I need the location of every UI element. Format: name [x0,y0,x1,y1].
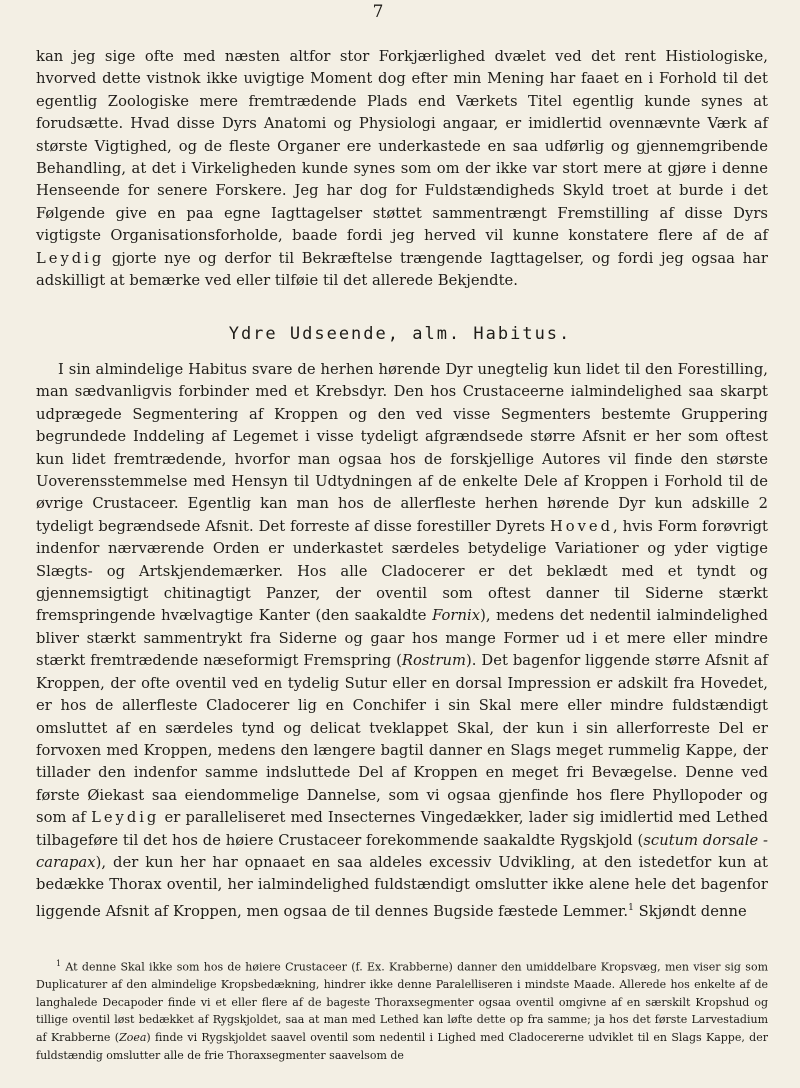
page-number: 7 [372,2,384,22]
footnote-text-b: ) finde vi Rygskjoldet saavel oventil som nedentil i Lighed med Cladocererne udviklet til en Slags Kappe, der fuldstændig omslutter alle de frie Thoraxsegmenter saavelsom de [36,1031,768,1062]
author-leydig-2: Leydig [91,809,160,827]
author-leydig: Leydig [36,249,105,267]
paragraph-intro-text: kan jeg sige ofte med næsten altfor stor Forkjærlighed dvælet ved det rent Histiologiske, hvorved dette vistnok ikke uvigtige Moment dog efter min Mening har faaet en i Forhold til det egentlig Zoologiske mere fremtrædende Plads end Værkets Titel egentlig kunde synes at forudsætte. Hvad disse Dyrs Anatomi og Physiologi angaar, er imidlertid ovennævnte Værk af største Vigtighed, og de fleste Organer ere underkastede en saa udførlig og gjennemgribende Behandling, at det i Virkeligheden kunde synes som om der ikke var stort mere at gjøre i denne Henseende for senere Forskere. Jeg har dog for Fuldstændigheds Skyld troet at burde i det Følgende give en paa egne Iagttagelser støttet sammentrængt Fremstilling af disse Dyrs vigtigste Organisationsforholde, baade fordi jeg herved vil kunne konstatere flere af de af [36,48,768,245]
paragraph-intro-end: gjorte nye og derfor til Bekræftelse trængende Iagttagelser, og fordi jeg ogsaa har adskilligt at bemærke ved eller tilføie til det allerede Bekjendte. [36,249,768,290]
section-heading: Ydre Udseende, alm. Habitus. [228,324,572,344]
habitus-text-d: ). Det bagenfor liggende større Afsnit af Kroppen, der ofte oventil ved en tydelig Sutur eller en dorsal Impression er adskilt fra Hovedet, er hos de allerfleste Cladocerer lig en Conchifer i sin Skal mere eller mindre fuldstændigt omsluttet af en særdeles tynd og delicat tveklappet Skal, der kun i sin allerforreste Del er forvoxen med Kroppen, medens den længere bagtil danner en Slags meget rummelig Kappe, der tillader den indenfor samme indsluttede Del af Kroppen en meget fri Bevægelse. Denne ved første Øiekast saa eiendommelige Dannelse, som vi ogsaa gjenfinde hos flere Phyllopoder og som af [36,652,768,827]
habitus-text-c: ), medens det nedentil ialmindelighed bliver stærkt sammentrykt fra Siderne og gaar hos mange Former ud i et mere eller mindre stærkt fremtrædende næseformigt Fremspring ( [36,607,768,670]
habitus-text-a: I sin almindelige Habitus svare de herhen hørende Dyr unegtelig kun lidet til den Forestilling, man sædvanligvis forbinder med et Krebsdyr. Den hos Crustaceerne ialmindelighed saa skarpt udprægede Segmentering af Kroppen og den ved visse Segmenters bestemte Gruppering begrundede Inddeling af Legemet i visse tydeligt afgrændsede større Afsnit er her som oftest kun lidet fremtrædende, hvorfor man ogsaa hos de forskjellige Autores vil finde den største Uoverensstemmelse med Hensyn til Udtydningen af de enkelte Dele af Kroppen i Forhold til de øvrige Crustaceer. Egentlig kan man hos de allerfleste herhen hørende Dyr kun adskille 2 tydeligt begrændsede Afsnit. Det forreste af disse forestiller Dyrets [36,361,768,535]
habitus-text-g: Skjøndt denne [633,902,747,920]
footnote-number: 1 [56,959,62,968]
footnote-ref: 1 [628,902,634,913]
term-hoved: Hoved [549,517,614,535]
paragraph-habitus [36,359,768,923]
habitus-text-e: er paralleliseret med Insecternes Vingedækker, lader sig imidlertid med Lethed tilbageføre til det hos de høiere Crustaceer forekommende saakaldte Rygskjold ( [36,809,769,849]
term-zoea: Zoea [119,1031,147,1045]
footnote [36,955,768,1064]
term-fornix: Fornix [432,607,481,625]
term-rostrum: Rostrum [401,652,467,670]
footnote-text-a: At denne Skal ikke som hos de høiere Crustaceer (f. Ex. Krabberne) danner den umiddelbare Kropsvæg, men viser sig som Duplicaturer af den almindelige Kropsbedækning, hindrer ikke denne Paralelliseren i mindste Maade. Allerede hos enkelte af de langhalede Decapoder finde vi et eller flere af de bageste Thoraxsegmenter ogsaa oventil omgivne af en særskilt Kropshud og tillige oventil løst bedækket af Rygskjoldet, saa at man med Lethed kan løfte dette op fra samme; ja hos det første Larvestadium af Krabberne ( [36,960,768,1045]
habitus-text-b: , hvis Form forøvrigt indenfor nærværende Orden er underkastet særdeles betydelige Variationer og yder vigtige Slægts- og Artskjendemærker. Hos alle Cladocerer er det beklædt med et tyndt og gjennemsigtigt chitinagtigt Panzer, der oventil som oftest danner til Siderne stærkt fremspringende hvælvagtige Kanter (den saakaldte [36,517,769,625]
paragraph-intro [36,46,768,292]
term-scutum: scutum dorsale - carapax [36,831,769,871]
habitus-text-f: ), der kun her har opnaaet en saa aldeles excessiv Udvikling, at den istedetfor kun at bedække Thorax oventil, her ialmindelighed fuldstændigt omslutter ikke alene hele det bagenfor liggende Afsnit af Kroppen, men ogsaa de til dennes Bugside fæstede Lemmer. [36,853,768,920]
